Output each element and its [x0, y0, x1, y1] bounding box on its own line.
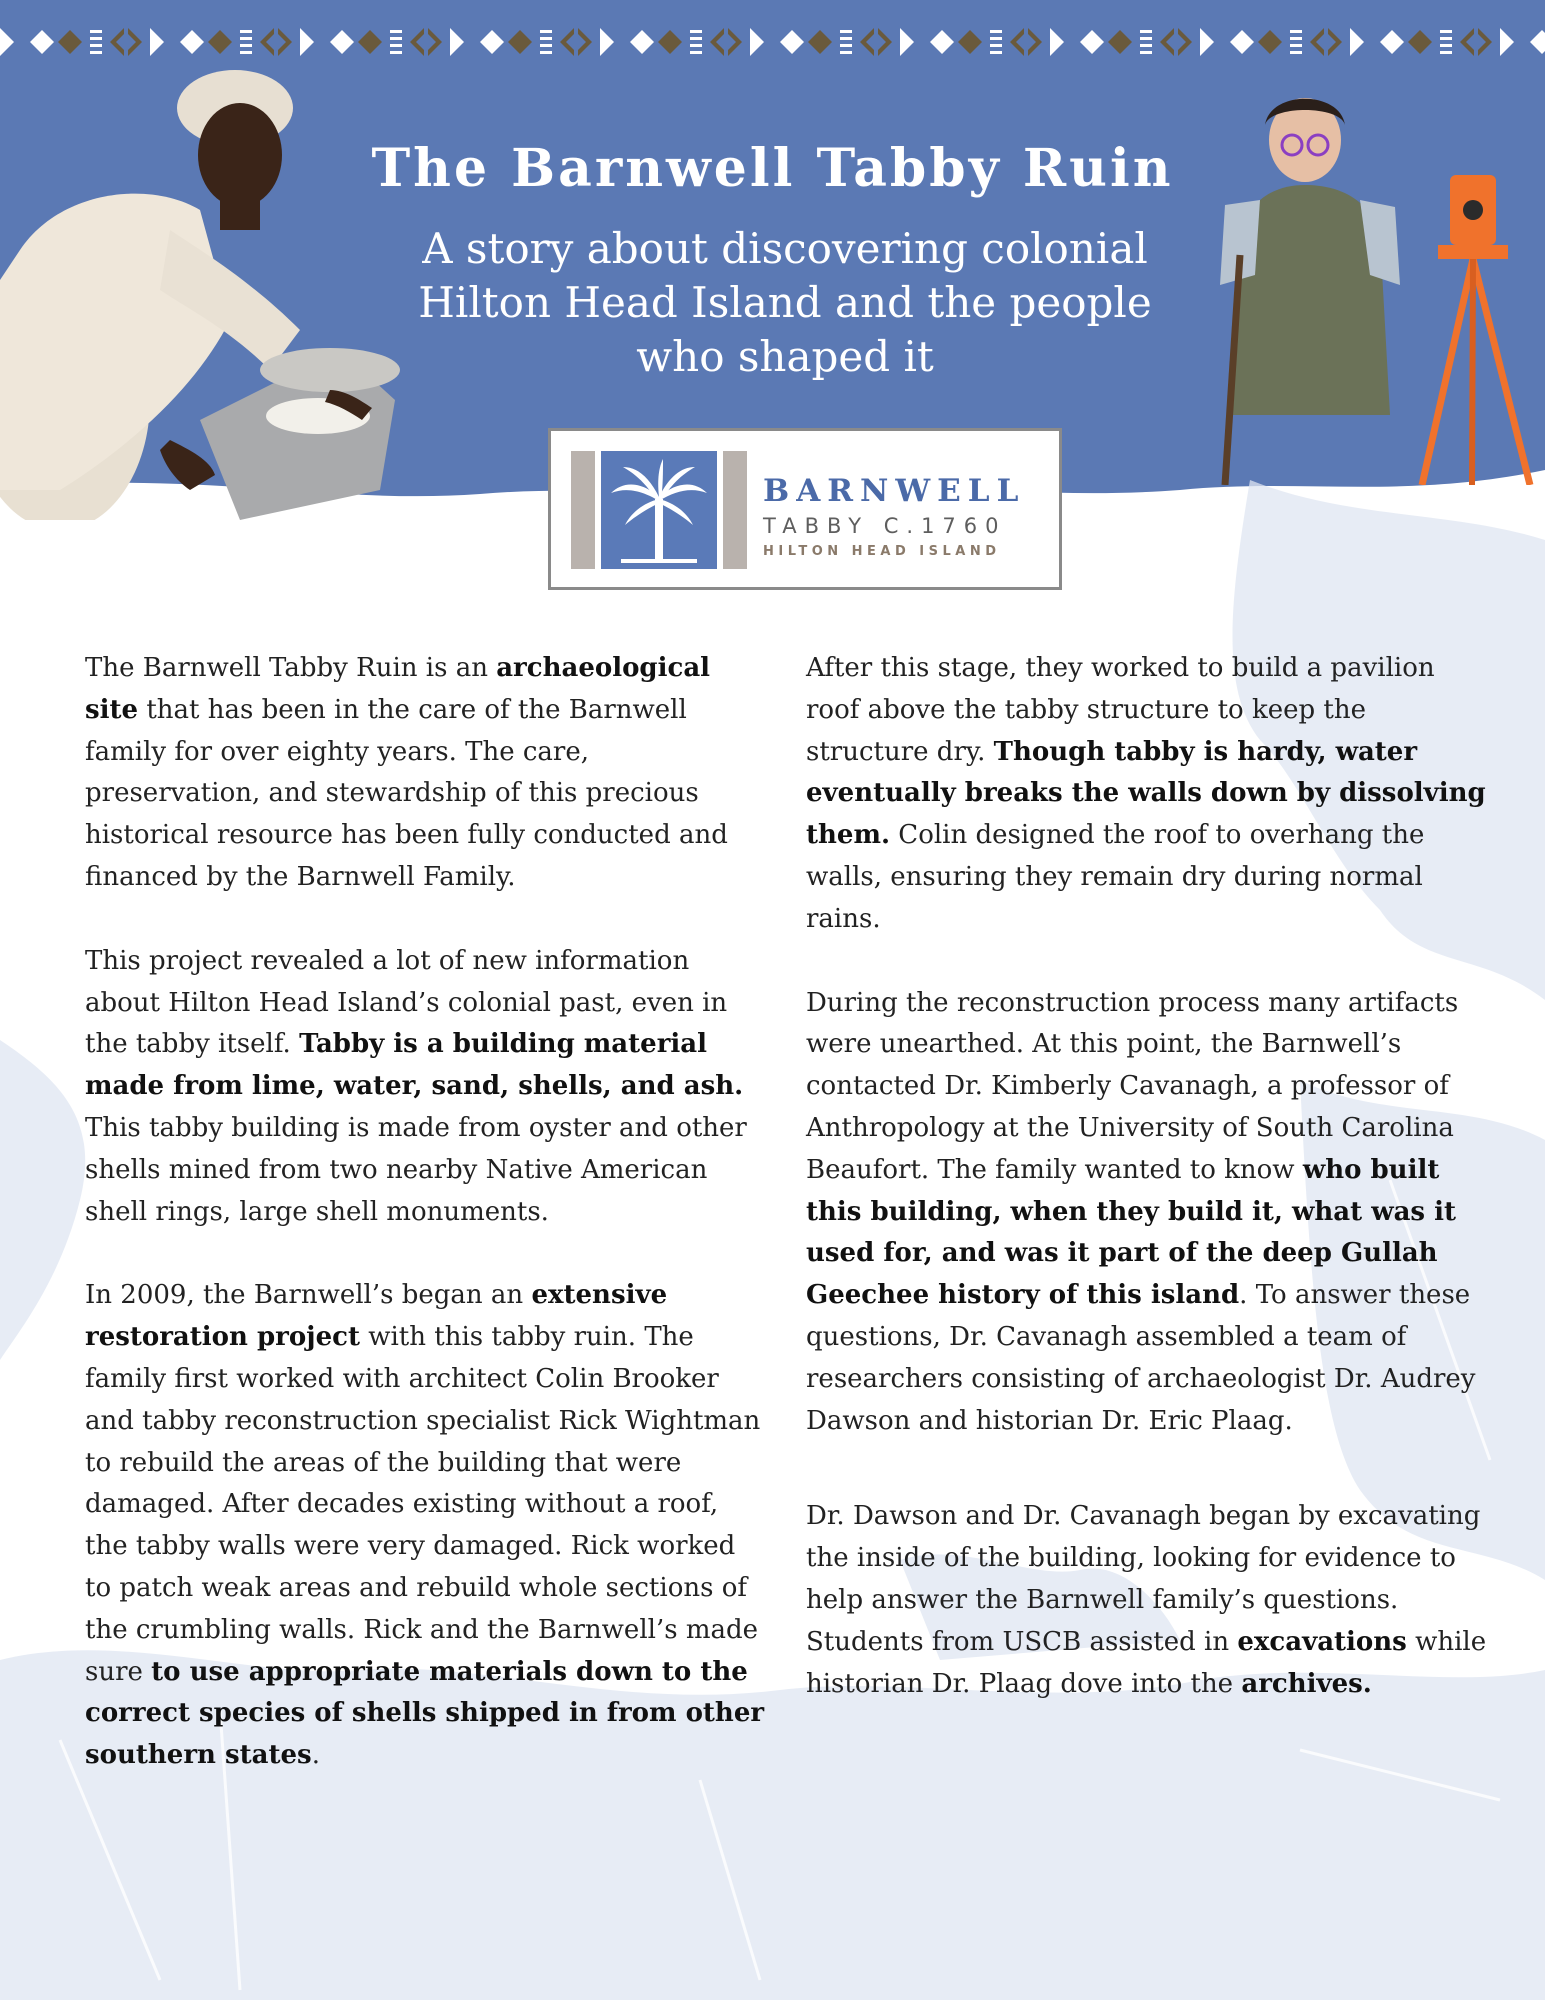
left-column: [85, 648, 765, 1819]
palmetto-tree-icon: [601, 451, 717, 569]
paragraph-excavations: Dr. Dawson and Dr. Cavanagh began by excavating the inside of the building, looking for evidence to help answer the Barnwell family’s questions. Students from USCB assisted in excavations while historian Dr. Plaag dove into the archives.: [806, 1501, 1487, 1699]
worker-illustration: [0, 20, 430, 520]
logo-name: BARNWELL: [763, 473, 1026, 509]
page-subtitle: A story about discovering colonial Hilton Head Island and the people who shaped it: [418, 224, 1152, 381]
barnwell-logo: [548, 428, 1062, 590]
logo-door-panel-right: [723, 451, 747, 569]
logo-door-panel-left: [571, 451, 595, 569]
paragraph-research-team: During the reconstruction process many artifacts were unearthed. At this point, the Barnwell’s contacted Dr. Kimberly Cavanagh, a professor of Anthropology at the University of South Carolina Beaufort. The family wanted to know who built this building, when they build it, what was it used for, and was it part of the deep Gullah Geechee history of this island. To answer these questions, Dr. Cavanagh assembled a team of researchers consisting of archaeologist Dr. Audrey Dawson and historian Dr. Eric Plaag.: [806, 987, 1476, 1436]
right-column: [806, 648, 1496, 1747]
logo-location: HILTON HEAD ISLAND: [763, 544, 1001, 559]
logo-date: TABBY C.1760: [763, 514, 1007, 538]
paragraph-pavilion-roof: After this stage, they worked to build a pavilion roof above the tabby structure to keep the structure dry. Though tabby is hardy, water eventually breaks the walls down by dissolving them. Colin designed the roof to overhang the walls, ensuring they remain dry during normal rains.: [806, 653, 1486, 934]
page-title: The Barnwell Tabby Ruin: [371, 138, 1174, 199]
paragraph-restoration-project: In 2009, the Barnwell’s began an extensive restoration project with this tabby ruin. The family first worked with architect Colin Brooker and tabby reconstruction specialist Rick Wightman to rebuild the areas of the building that were damaged. After decades existing without a roof, the tabby walls were very damaged. Rick worked to patch weak areas and rebuild whole sections of the crumbling walls. Rick and the Barnwell’s made sure to use appropriate materials down to the correct species of shells shipped in from other southern states.: [85, 1280, 765, 1771]
paragraph-archaeological-site: The Barnwell Tabby Ruin is an archaeological site that has been in the care of the Barnwell family for over eighty years. The care, preservation, and stewardship of this precious historical resource has been fully conducted and financed by the Barnwell Family.: [85, 653, 728, 892]
paragraph-tabby-definition: This project revealed a lot of new information about Hilton Head Island’s colonial past, even in the tabby itself. Tabby is a building material made from lime, water, sand, shells, and ash. This tabby building is made from oyster and other shells mined from two nearby Native American shell rings, large shell monuments.: [85, 945, 747, 1227]
